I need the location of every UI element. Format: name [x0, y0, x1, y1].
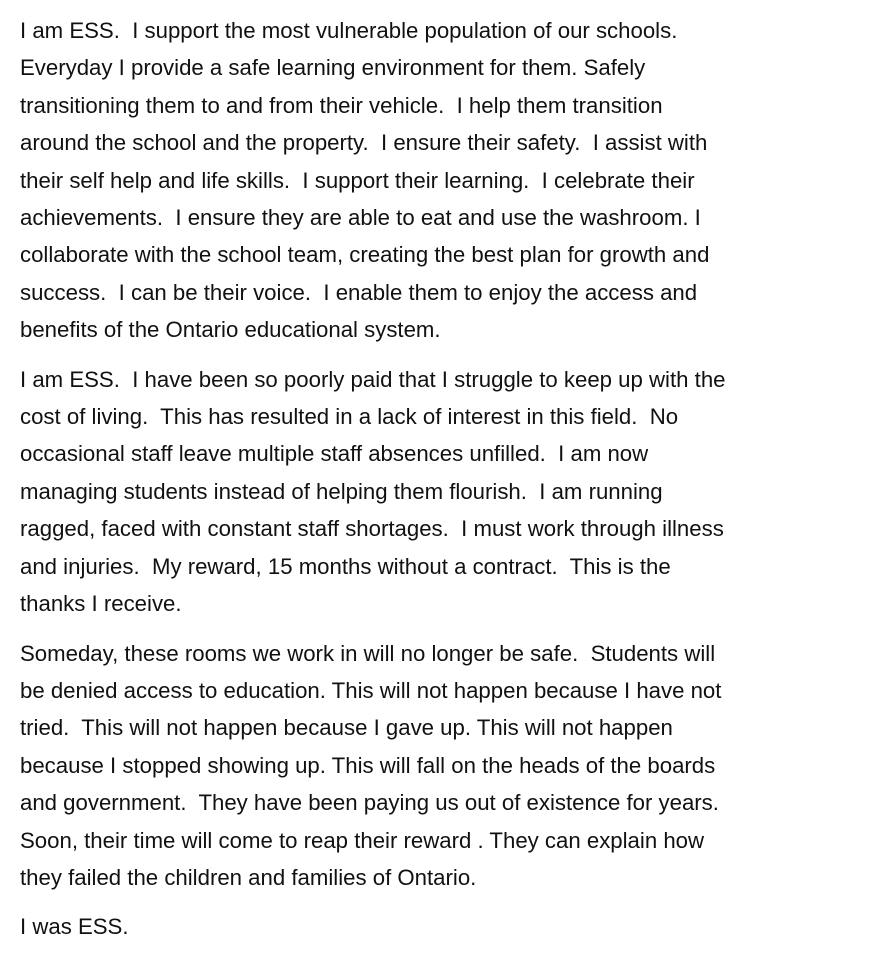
paragraph-someday: [20, 635, 870, 897]
text-line: I am ESS. I support the most vulnerable population of our schools.: [20, 18, 678, 43]
text-line: benefits of the Ontario educational system.: [20, 317, 441, 343]
text-line: be denied access to education. This will not happen because I have not: [20, 677, 722, 703]
text-line: occasional staff leave multiple staff absences unfilled. I am now: [20, 441, 649, 467]
text-line: around the school and the property. I ensure their safety. I assist with: [20, 130, 708, 156]
text-line: thanks I receive.: [20, 591, 182, 617]
text-line: ragged, faced with constant staff shortages. I must work through illness: [20, 516, 724, 542]
text-line: because I stopped showing up. This will fall on the heads of the boards: [20, 752, 716, 778]
text-line: cost of living. This has resulted in a lack of interest in this field. No: [20, 404, 679, 430]
text-line: and government. They have been paying us out of existence for years.: [20, 790, 719, 816]
text-line: and injuries. My reward, 15 months without a contract. This is the: [20, 553, 671, 579]
text-line: achievements. I ensure they are able to eat and use the washroom. I: [20, 205, 701, 231]
text-line: tried. This will not happen because I gave up. This will not happen: [20, 715, 673, 741]
text-line: I was ESS.: [20, 914, 129, 940]
text-line: Someday, these rooms we work in will no longer be safe. Students will: [20, 640, 716, 666]
text-line: their self help and life skills. I support their learning. I celebrate their: [20, 167, 695, 193]
text-line: collaborate with the school team, creating the best plan for growth and: [20, 242, 710, 268]
paragraph-closing: [20, 908, 870, 945]
text-line: transitioning them to and from their vehicle. I help them transition: [20, 92, 663, 118]
text-line: success. I can be their voice. I enable them to enjoy the access and: [20, 279, 698, 305]
document-body: [20, 12, 870, 958]
text-line: they failed the children and families of Ontario.: [20, 864, 477, 890]
paragraph-support: [20, 12, 870, 349]
text-line: I am ESS. I have been so poorly paid that I struggle to keep up with the: [20, 366, 726, 392]
text-line: Everyday I provide a safe learning environment for them. Safely: [20, 55, 646, 81]
paragraph-pay: [20, 361, 870, 623]
text-line: managing students instead of helping them flourish. I am running: [20, 478, 663, 504]
text-line: Soon, their time will come to reap their reward . They can explain how: [20, 827, 705, 853]
